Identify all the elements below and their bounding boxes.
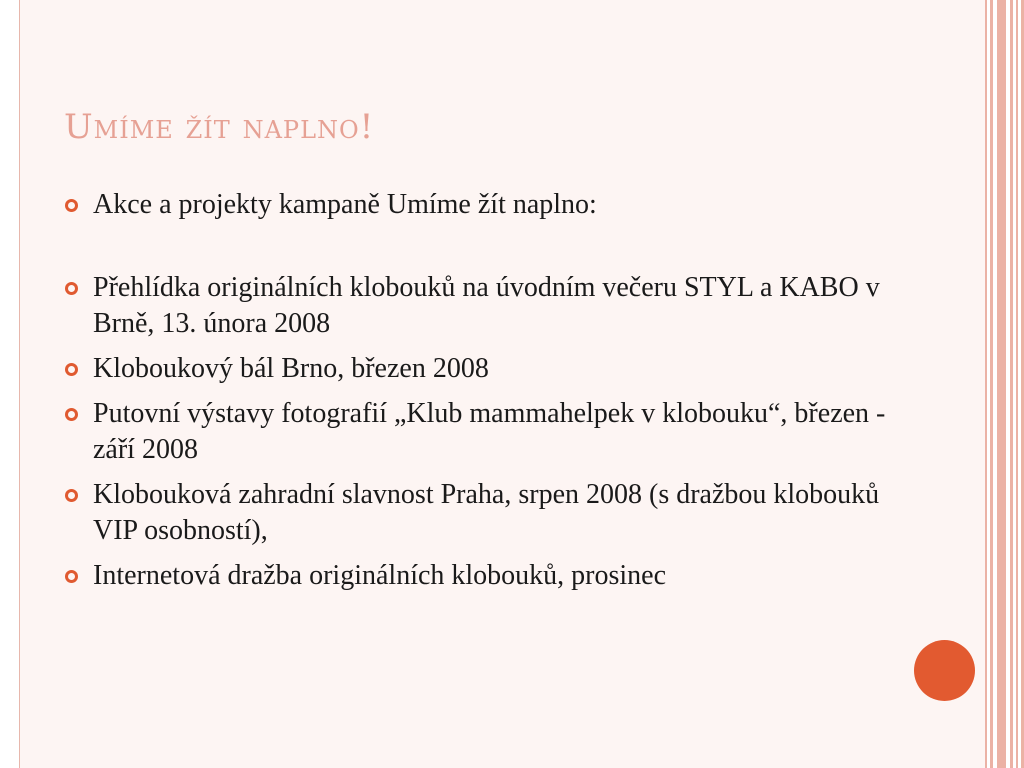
stripe xyxy=(997,0,1006,768)
bullet-text: Putovní výstavy fotografií „Klub mammahelpek v klobouku“, březen - září 2008 xyxy=(93,398,886,465)
bullet-text: Internetová dražba originálních klobouků, prosinec xyxy=(93,560,667,591)
ring-bullet-icon xyxy=(65,489,78,502)
bullet-item xyxy=(64,187,894,223)
slide-title: Umíme žít naplno! xyxy=(64,107,375,147)
bullet-text: Kloboukový bál Brno, březen 2008 xyxy=(93,353,489,384)
bullet-item xyxy=(64,558,894,594)
stripe xyxy=(1016,0,1018,768)
stripe xyxy=(990,0,993,768)
bullet-text: Klobouková zahradní slavnost Praha, srpen 2008 (s dražbou klobouků VIP osobností), xyxy=(93,479,880,546)
stripe xyxy=(985,0,987,768)
bullet-item xyxy=(64,270,894,342)
ring-bullet-icon xyxy=(65,408,78,421)
bullet-text: Akce a projekty kampaně Umíme žít naplno: xyxy=(93,189,597,220)
bullet-list xyxy=(64,187,894,603)
ring-bullet-icon xyxy=(65,199,78,212)
decorative-orange-circle xyxy=(914,640,975,701)
bullet-text: Přehlídka originálních klobouků na úvodním večeru STYL a KABO v Brně, 13. února 2008 xyxy=(93,272,880,339)
bullet-item xyxy=(64,396,894,468)
bullet-item xyxy=(64,351,894,387)
ring-bullet-icon xyxy=(65,282,78,295)
bullet-item xyxy=(64,477,894,549)
ring-bullet-icon xyxy=(65,570,78,583)
stripe xyxy=(1010,0,1013,768)
ring-bullet-icon xyxy=(65,363,78,376)
decorative-stripes xyxy=(985,0,1024,768)
